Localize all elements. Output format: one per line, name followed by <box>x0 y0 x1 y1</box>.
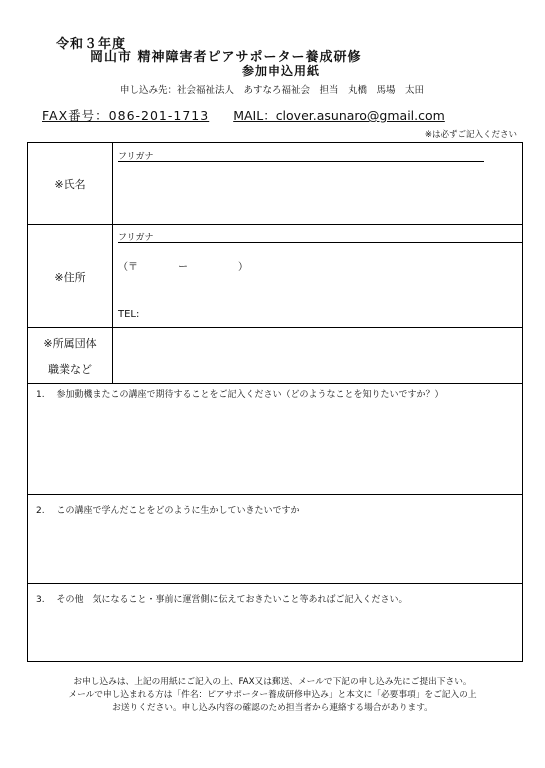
organization-label-1: ※所属団体 <box>43 337 97 350</box>
footer-note-1: お申し込みは、上記の用紙にご記入の上、FAX又は郵送、メールで下記の申し込み先にご提出下さい。 <box>73 677 472 687</box>
name-field[interactable] <box>112 143 522 224</box>
organization-label-cell <box>28 327 113 383</box>
address-label-cell <box>28 224 113 327</box>
postal-code: （〒 ー ） <box>118 262 248 273</box>
mail-address[interactable]: MAIL：clover.asunaro@gmail.com <box>233 108 445 123</box>
application-form <box>27 142 523 662</box>
year-line: 令和３年度 <box>56 37 127 52</box>
question-3-row[interactable] <box>28 583 522 661</box>
footer-note-3: お送りください。申し込み内容の確認のため担当者から連絡する場合があります。 <box>112 703 433 713</box>
tel-label: TEL: <box>118 309 140 320</box>
required-note: ※は必ずご記入ください <box>424 130 517 140</box>
name-furigana-line <box>118 161 484 162</box>
organization-field[interactable] <box>112 327 522 383</box>
question-3-text: 3. その他 気になること・事前に運営側に伝えておきたいこと等あればご記入ください。 <box>36 595 408 605</box>
name-furigana-label: フリガナ <box>118 152 154 162</box>
page-title: 岡山市 精神障害者ピアサポーター養成研修 <box>90 50 362 65</box>
name-label-cell <box>28 143 113 224</box>
address-row <box>28 224 522 328</box>
name-label: ※氏名 <box>54 178 86 191</box>
apply-to-text: 申し込み先：社会福祉法人 あすなろ福祉会 担当 丸橋 馬場 太田 <box>120 85 425 96</box>
question-2-row[interactable] <box>28 494 522 584</box>
question-2-text: 2. この講座で学んだことをどのように生かしていきたいですか <box>36 506 300 516</box>
fax-number: FAX番号：086-201-1713 <box>42 108 210 123</box>
address-furigana-label: フリガナ <box>118 233 154 243</box>
page-subtitle: 参加申込用紙 <box>242 64 321 78</box>
question-1-row[interactable] <box>28 383 522 495</box>
question-1-text: 1. 参加動機またこの講座で期待することをご記入ください（どのようなことを知りたいですか？） <box>36 390 444 400</box>
address-furigana-line <box>118 242 522 243</box>
footer-note-2: メールで申し込まれる方は「件名：ピアサポーター養成研修申込み」と本文に「必要事項」をご記入の上 <box>68 690 477 700</box>
address-label: ※住所 <box>54 271 86 284</box>
contact-line <box>42 106 445 124</box>
organization-label-2: 職業など <box>48 363 92 376</box>
name-row <box>28 143 522 225</box>
address-field[interactable] <box>112 224 522 327</box>
organization-row <box>28 327 522 384</box>
